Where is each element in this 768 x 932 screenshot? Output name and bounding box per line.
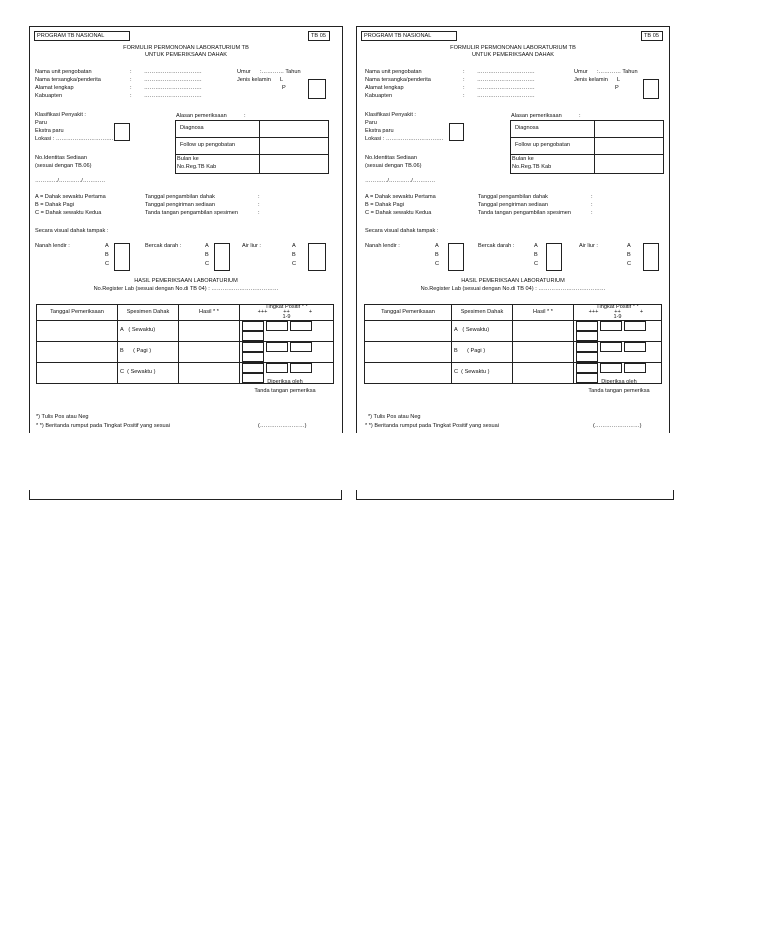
nanah-checkbox[interactable] [114, 243, 130, 271]
c-label: C = Dahak sewaktu Kedua [365, 210, 432, 216]
result-title: HASIL PEMERIKSAAN LABORATURIUM [461, 278, 565, 284]
paru-label: Paru [35, 120, 47, 126]
form-title-2: UNTUK PEMERIKSAAN DAHAK [144, 52, 228, 58]
level-box[interactable] [576, 352, 598, 362]
colon: : [130, 85, 132, 91]
program-box [34, 31, 130, 41]
colon: : [463, 69, 465, 75]
diagnosa-cell[interactable] [260, 121, 329, 138]
examiner-sign-label: Tanda tangan pemeriksa [254, 388, 316, 394]
age-field[interactable]: :………… Tahun [260, 69, 301, 75]
b-label: B = Dahak Pagi [365, 202, 405, 208]
result-cell[interactable] [179, 342, 240, 363]
col-level-label: Tingkat Positif * * [596, 304, 639, 310]
row-letter: A [120, 327, 124, 334]
district-label: Kabuapten [35, 93, 63, 99]
col-result: Hasil * * [179, 305, 240, 321]
b-label: B = Dahak Pagi [35, 202, 75, 208]
note-1: *) Tulis Pos atau Neg [368, 414, 421, 420]
form-code: TB 05 [644, 33, 659, 39]
address-field[interactable]: …………………………. [144, 85, 202, 91]
colon: : [463, 77, 465, 83]
level-box[interactable] [242, 331, 264, 341]
row-desc: ( Sewaktu) [462, 327, 490, 334]
checked-by: Diperiksa oleh [601, 379, 637, 385]
result-table [36, 304, 334, 384]
abc-b: B [435, 252, 439, 258]
level-box[interactable] [242, 352, 264, 362]
colon: : [258, 202, 260, 208]
date-cell[interactable] [365, 342, 452, 363]
level-box[interactable] [624, 321, 646, 331]
table-row [365, 321, 662, 342]
date-cell[interactable] [37, 363, 118, 384]
bercak-label: Bercak darah : [145, 243, 182, 249]
date-cell[interactable] [37, 342, 118, 363]
colon: : [130, 93, 132, 99]
a-label: A = Dahak sewaktu Pertama [365, 194, 436, 200]
form-title-2: UNTUK PEMERIKSAAN DAHAK [471, 52, 555, 58]
row-letter: C [120, 369, 125, 376]
table-row [365, 342, 662, 363]
level-box[interactable] [290, 321, 312, 331]
abc-c: C [627, 261, 632, 267]
form-title-1: FORMULIR PERMONONAN LABORATURIUM TB [450, 45, 576, 51]
air-checkbox[interactable] [308, 243, 326, 271]
class-label: Klasifikasi Penyakit : [365, 112, 416, 118]
c-label: C = Dahak sewaktu Kedua [35, 210, 102, 216]
name-label: Nama tersangka/penderita [35, 77, 101, 83]
air-label: Air liur : [579, 243, 598, 249]
col-spec: Spesimen Dahak [118, 305, 179, 321]
colon: : [130, 77, 132, 83]
unit-field[interactable]: …………………………. [144, 69, 202, 75]
colon: : [463, 93, 465, 99]
col-date: Tanggal Pemeriksaan [365, 305, 452, 321]
date-cell[interactable] [365, 363, 452, 384]
level-scanty: 1-9 [613, 314, 622, 320]
diagnosa-cell[interactable] [595, 121, 664, 138]
id-field[interactable]: …………/…………/………… [365, 178, 436, 184]
sex-l: L [280, 77, 284, 83]
abc-a: A [292, 243, 296, 249]
colon: : [130, 69, 132, 75]
colon: : [591, 210, 593, 216]
level-scanty: 1-9 [282, 314, 291, 320]
result-cell[interactable] [179, 321, 240, 342]
table-row [37, 342, 334, 363]
abc-b: B [627, 252, 631, 258]
colon: : [463, 85, 465, 91]
level-2: ++ [283, 309, 290, 315]
diagnosa-label: Diagnosa [176, 121, 260, 138]
level-box[interactable] [576, 321, 598, 331]
id-sub: (sesuai dengan TB.06) [35, 163, 92, 169]
abc-a: A [205, 243, 209, 249]
bulan-cell[interactable] [595, 155, 664, 174]
level-box[interactable] [266, 321, 288, 331]
followup-cell[interactable] [260, 138, 329, 155]
level-box[interactable] [290, 363, 312, 373]
nanah-checkbox[interactable] [448, 243, 464, 271]
address-label: Alamat lengkap [365, 85, 404, 91]
register-label: No.Register Lab (sesuai dengan No.di TB 04) : ……………………………… [93, 286, 279, 292]
table-row [37, 321, 334, 342]
level-3: +++ [588, 309, 599, 315]
id-field[interactable]: …………/…………/………… [35, 178, 106, 184]
result-cell[interactable] [513, 321, 574, 342]
reason-label: Alasan pemeriksaan [176, 113, 227, 119]
col-level [240, 305, 334, 321]
visual-label: Secara visual dahak tampak : [365, 228, 439, 234]
class-label: Klasifikasi Penyakit : [35, 112, 86, 118]
tb05-form-right [356, 26, 670, 433]
tb05-form-left [29, 26, 343, 433]
abc-b: B [205, 252, 209, 258]
date-cell[interactable] [365, 321, 452, 342]
nanah-label: Nanah lendir : [365, 243, 400, 249]
abc-c: C [105, 261, 110, 267]
result-title: HASIL PEMERIKSAAN LABORATURIUM [134, 278, 238, 284]
visual-label: Secara visual dahak tampak : [35, 228, 109, 234]
row-desc: ( Sewaktu ) [127, 369, 156, 376]
level-1: + [308, 309, 313, 315]
result-cell[interactable] [513, 342, 574, 363]
sign-take-label: Tanda tangan pengambilan spesimen [478, 210, 571, 216]
signature-field[interactable]: (……………………) [258, 423, 307, 429]
level-box[interactable] [290, 342, 312, 352]
abc-b: B [534, 252, 538, 258]
form-title-1: FORMULIR PERMONONAN LABORATURIUM TB [123, 45, 249, 51]
row-letter: A [454, 327, 458, 334]
sex-checkbox[interactable] [643, 79, 659, 99]
class-checkbox[interactable] [449, 123, 464, 141]
abc-c: C [292, 261, 297, 267]
level-box[interactable] [242, 342, 264, 352]
a-label: A = Dahak sewaktu Pertama [35, 194, 106, 200]
date-send-label: Tanggal pengiriman sediaan [478, 202, 548, 208]
bottom-bracket-right [356, 490, 674, 500]
followup-label: Follow up pengobatan [176, 138, 260, 155]
ekstra-label: Ekstra paru [35, 128, 64, 134]
sex-p: P [615, 85, 619, 91]
followup-cell[interactable] [595, 138, 664, 155]
air-label: Air liur : [242, 243, 261, 249]
abc-a: A [627, 243, 631, 249]
row-letter: B [120, 348, 124, 355]
bulan-label: Bulan ke [177, 156, 199, 163]
level-box[interactable] [624, 342, 646, 352]
note-1: *) Tulis Pos atau Neg [36, 414, 89, 420]
row-letter: C [454, 369, 459, 376]
checked-by: Diperiksa oleh [267, 379, 303, 385]
level-2: ++ [614, 309, 621, 315]
abc-b: B [105, 252, 109, 258]
level-box[interactable] [600, 363, 622, 373]
level-box[interactable] [576, 342, 598, 352]
district-label: Kabuapten [365, 93, 393, 99]
lokasi-label[interactable]: Lokasi : …………………………. [365, 136, 444, 142]
level-box[interactable] [266, 363, 288, 373]
reason-table [175, 120, 329, 174]
bercak-checkbox[interactable] [214, 243, 230, 271]
row-desc: ( Pagi ) [467, 348, 486, 355]
level-3: +++ [257, 309, 268, 315]
col-spec: Spesimen Dahak [452, 305, 513, 321]
unit-label: Nama unit pengobatan [365, 69, 422, 75]
unit-field[interactable]: …………………………. [477, 69, 535, 75]
sign-take-label: Tanda tangan pengambilan spesimen [145, 210, 238, 216]
level-box[interactable] [576, 331, 598, 341]
colon: : [258, 194, 260, 200]
level-box[interactable] [242, 363, 264, 373]
code-box [308, 31, 330, 41]
col-date: Tanggal Pemeriksaan [37, 305, 118, 321]
age-field[interactable]: :………… Tahun [597, 69, 638, 75]
id-sub: (sesuai dengan TB.06) [365, 163, 422, 169]
district-field[interactable]: …………………………. [144, 93, 202, 99]
abc-b: B [292, 252, 296, 258]
noreg-label: No.Reg.TB Kab [512, 164, 552, 170]
bulan-label: Bulan ke [512, 156, 534, 163]
followup-label: Follow up pengobatan [511, 138, 595, 155]
program-label: PROGRAM TB NASIONAL [364, 33, 432, 39]
level-box[interactable] [600, 321, 622, 331]
code-box [641, 31, 663, 41]
result-cell[interactable] [513, 363, 574, 384]
district-field[interactable]: …………………………. [477, 93, 535, 99]
abc-a: A [534, 243, 538, 249]
id-label: No.Identitas Sediaan [365, 155, 417, 161]
bercak-checkbox[interactable] [546, 243, 562, 271]
abc-c: C [435, 261, 440, 267]
date-send-label: Tanggal pengiriman sediaan [145, 202, 215, 208]
date-take-label: Tanggal pengambilan dahak [145, 194, 215, 200]
note-2: * *) Beritanda rumput pada Tingkat Positif yang sesuai [365, 423, 500, 429]
result-cell[interactable] [179, 363, 240, 384]
bottom-bracket-left [29, 490, 342, 500]
reason-colon: : [579, 113, 581, 119]
examiner-sign-label: Tanda tangan pemeriksa [588, 388, 650, 394]
form-code: TB 05 [311, 33, 326, 39]
name-label: Nama tersangka/penderita [365, 77, 431, 83]
reason-label: Alasan pemeriksaan [511, 113, 562, 119]
sex-label: Jenis kelamin [574, 77, 608, 83]
sex-checkbox[interactable] [308, 79, 326, 99]
note-2: * *) Beritanda rumput pada Tingkat Positif yang sesuai [36, 423, 171, 429]
signature-field[interactable]: (……………………) [593, 423, 642, 429]
row-desc: ( Sewaktu ) [461, 369, 490, 376]
sex-l: L [617, 77, 621, 83]
address-label: Alamat lengkap [35, 85, 74, 91]
colon: : [258, 210, 260, 216]
abc-a: A [435, 243, 439, 249]
diagnosa-label: Diagnosa [511, 121, 595, 138]
address-field[interactable]: …………………………. [477, 85, 535, 91]
bercak-label: Bercak darah : [478, 243, 515, 249]
level-box[interactable] [266, 342, 288, 352]
row-desc: ( Sewaktu) [128, 327, 156, 334]
abc-a: A [105, 243, 109, 249]
reason-table [510, 120, 664, 174]
program-label: PROGRAM TB NASIONAL [37, 33, 105, 39]
ekstra-label: Ekstra paru [365, 128, 394, 134]
result-table [364, 304, 662, 384]
abc-c: C [205, 261, 210, 267]
level-1: + [639, 309, 644, 315]
id-label: No.Identitas Sediaan [35, 155, 87, 161]
reason-colon: : [244, 113, 246, 119]
colon: : [591, 202, 593, 208]
col-result: Hasil * * [513, 305, 574, 321]
age-label: Umur [574, 69, 588, 75]
level-box[interactable] [600, 342, 622, 352]
register-label: No.Register Lab (sesuai dengan No.di TB 04) : ……………………………… [420, 286, 606, 292]
row-letter: B [454, 348, 458, 355]
sex-label: Jenis kelamin [237, 77, 271, 83]
age-label: Umur [237, 69, 251, 75]
lokasi-label[interactable]: Lokasi : …………………………. [35, 136, 114, 142]
col-level-label: Tingkat Positif * * [265, 304, 308, 310]
row-desc: ( Pagi ) [133, 348, 152, 355]
nanah-label: Nanah lendir : [35, 243, 70, 249]
level-box[interactable] [624, 363, 646, 373]
col-level [574, 305, 662, 321]
bulan-cell[interactable] [260, 155, 329, 174]
colon: : [591, 194, 593, 200]
level-box[interactable] [242, 321, 264, 331]
air-checkbox[interactable] [643, 243, 659, 271]
date-take-label: Tanggal pengambilan dahak [478, 194, 548, 200]
program-box [361, 31, 457, 41]
name-field[interactable]: …………………………. [477, 77, 535, 83]
class-checkbox[interactable] [114, 123, 130, 141]
level-box[interactable] [576, 363, 598, 373]
abc-c: C [534, 261, 539, 267]
name-field[interactable]: …………………………. [144, 77, 202, 83]
paru-label: Paru [365, 120, 377, 126]
sex-p: P [282, 85, 286, 91]
noreg-label: No.Reg.TB Kab [177, 164, 217, 170]
date-cell[interactable] [37, 321, 118, 342]
unit-label: Nama unit pengobatan [35, 69, 92, 75]
